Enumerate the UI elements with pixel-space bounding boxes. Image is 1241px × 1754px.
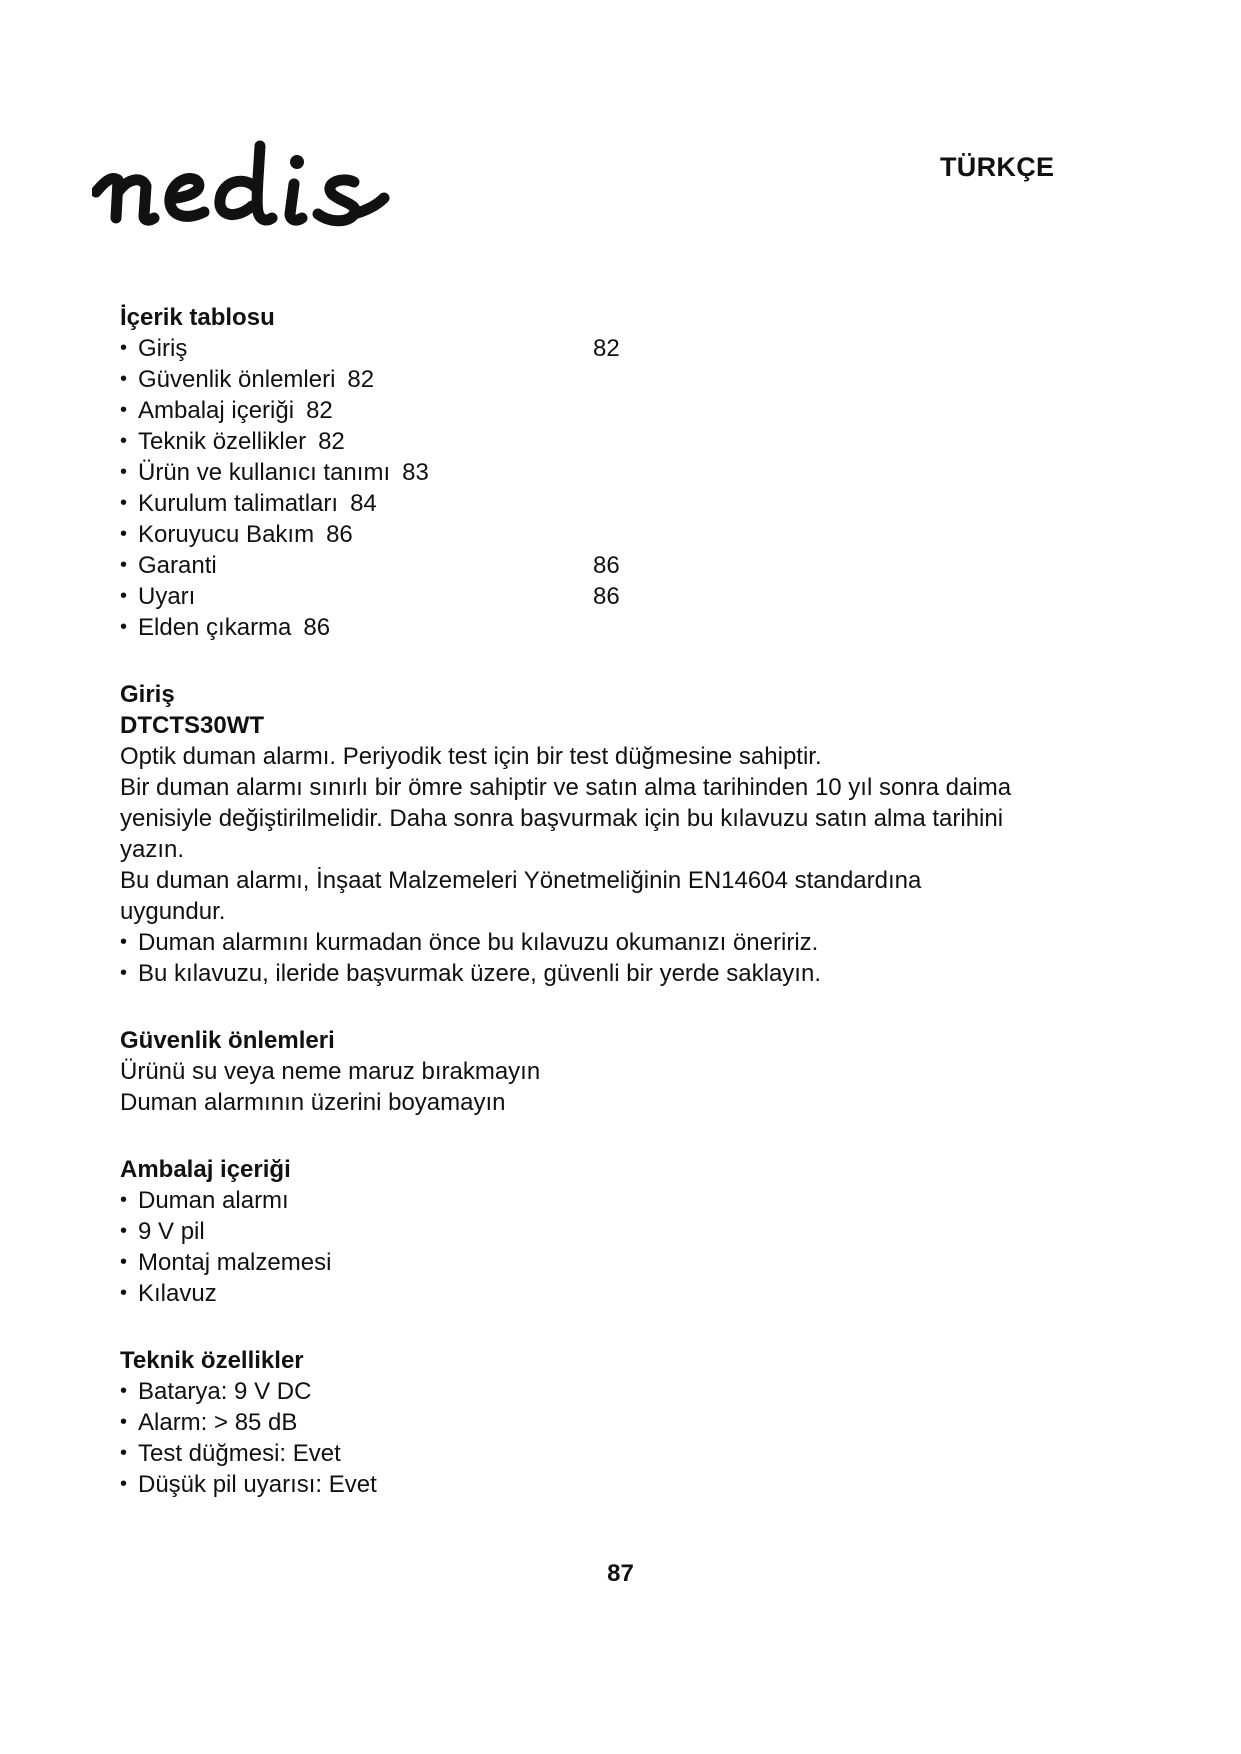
spec-item: • Batarya: 9 V DC [120,1376,1080,1407]
toc-item-page: 83 [402,459,429,486]
toc-item-page: 86 [593,583,620,610]
intro-bullet: • Duman alarmını kurmadan önce bu kılavuzu okumanızı öneririz. [120,927,1080,958]
package-section [120,1154,1080,1309]
toc-item[interactable] [120,550,1080,581]
toc-item-page: 82 [593,335,620,362]
nedis-logo-graphic [92,140,452,240]
toc-item-page: 82 [318,428,345,455]
toc-item-page: 82 [347,366,375,393]
package-item: • Duman alarmı [120,1185,1080,1216]
toc-item-title: • Elden çıkarma [138,614,292,641]
spec-item: • Test düğmesi: Evet [120,1438,1080,1469]
toc-item[interactable] [120,333,1080,364]
toc-item-title: • Garanti [138,552,217,579]
toc-item-page: 86 [593,552,620,579]
intro-paragraph-2-line-3: yazın. [120,836,185,863]
logo-dot [290,155,304,169]
toc-item-page: 84 [350,490,377,517]
toc-item-page: 86 [303,614,331,641]
page-number: 87 [607,1560,634,1587]
toc-item[interactable] [120,612,1080,643]
section-spacer [120,643,1080,679]
toc-item[interactable] [120,395,1080,426]
toc-item-title: • Ambalaj içeriği [138,397,295,424]
language-label: TÜRKÇE [940,152,1055,182]
toc-item-title: • Güvenlik önlemleri [138,366,336,393]
toc-heading: İçerik tablosu [120,304,275,331]
safety-line: Ürünü su veya neme maruz bırakmayın [120,1058,541,1085]
intro-bullet: • Bu kılavuzu, ileride başvurmak üzere, güvenli bir yerde saklayın. [120,958,1080,989]
specs-section [120,1345,1080,1500]
toc-item[interactable] [120,519,1080,550]
model-number: DTCTS30WT [120,712,264,739]
toc-item[interactable] [120,457,1080,488]
intro-paragraph-3-line-1: Bu duman alarmı, İnşaat Malzemeleri Yönetmeliğinin EN14604 standardına [120,867,922,894]
intro-paragraph-2-line-2: yenisiyle değiştirilmelidir. Daha sonra başvurmak için bu kılavuzu satın alma tarihini [120,805,1004,832]
page-content [120,302,1080,1500]
package-item: • Kılavuz [120,1278,1080,1309]
section-spacer [120,1309,1080,1345]
toc-item-title: • Ürün ve kullanıcı tanımı [138,459,391,486]
brand-logo [92,140,452,240]
section-spacer [120,989,1080,1025]
intro-paragraph-2-line-1: Bir duman alarmı sınırlı bir ömre sahiptir ve satın alma tarihinden 10 yıl sonra daima [120,774,1012,801]
intro-section [120,679,1080,989]
toc-item-page: 82 [306,397,333,424]
package-item: • Montaj malzemesi [120,1247,1080,1278]
safety-line: Duman alarmının üzerini boyamayın [120,1089,506,1116]
intro-bullet-list [120,927,1080,989]
intro-paragraph-1: Optik duman alarmı. Periyodik test için bir test düğmesine sahiptir. [120,743,822,770]
section-spacer [120,1118,1080,1154]
safety-section [120,1025,1080,1118]
specs-list [120,1376,1080,1500]
safety-heading: Güvenlik önlemleri [120,1027,335,1054]
spec-item: • Alarm: > 85 dB [120,1407,1080,1438]
toc-item[interactable] [120,581,1080,612]
toc-item-title: • Teknik özellikler [138,428,307,455]
toc-item-page: 86 [326,521,353,548]
toc-item-title: • Giriş [138,335,188,362]
specs-heading: Teknik özellikler [120,1347,304,1374]
toc-item[interactable] [120,364,1080,395]
package-heading: Ambalaj içeriği [120,1156,291,1183]
toc-item[interactable] [120,488,1080,519]
toc-list [120,333,1080,643]
intro-heading: Giriş [120,681,175,708]
toc-section [120,302,1080,643]
intro-paragraph-3-line-2: uygundur. [120,898,226,925]
toc-item-title: • Uyarı [138,583,196,610]
toc-item[interactable] [120,426,1080,457]
package-list [120,1185,1080,1309]
spec-item: • Düşük pil uyarısı: Evet [120,1469,1080,1500]
toc-item-title: • Kurulum talimatları [138,490,339,517]
toc-item-title: • Koruyucu Bakım [138,521,315,548]
package-item: • 9 V pil [120,1216,1080,1247]
